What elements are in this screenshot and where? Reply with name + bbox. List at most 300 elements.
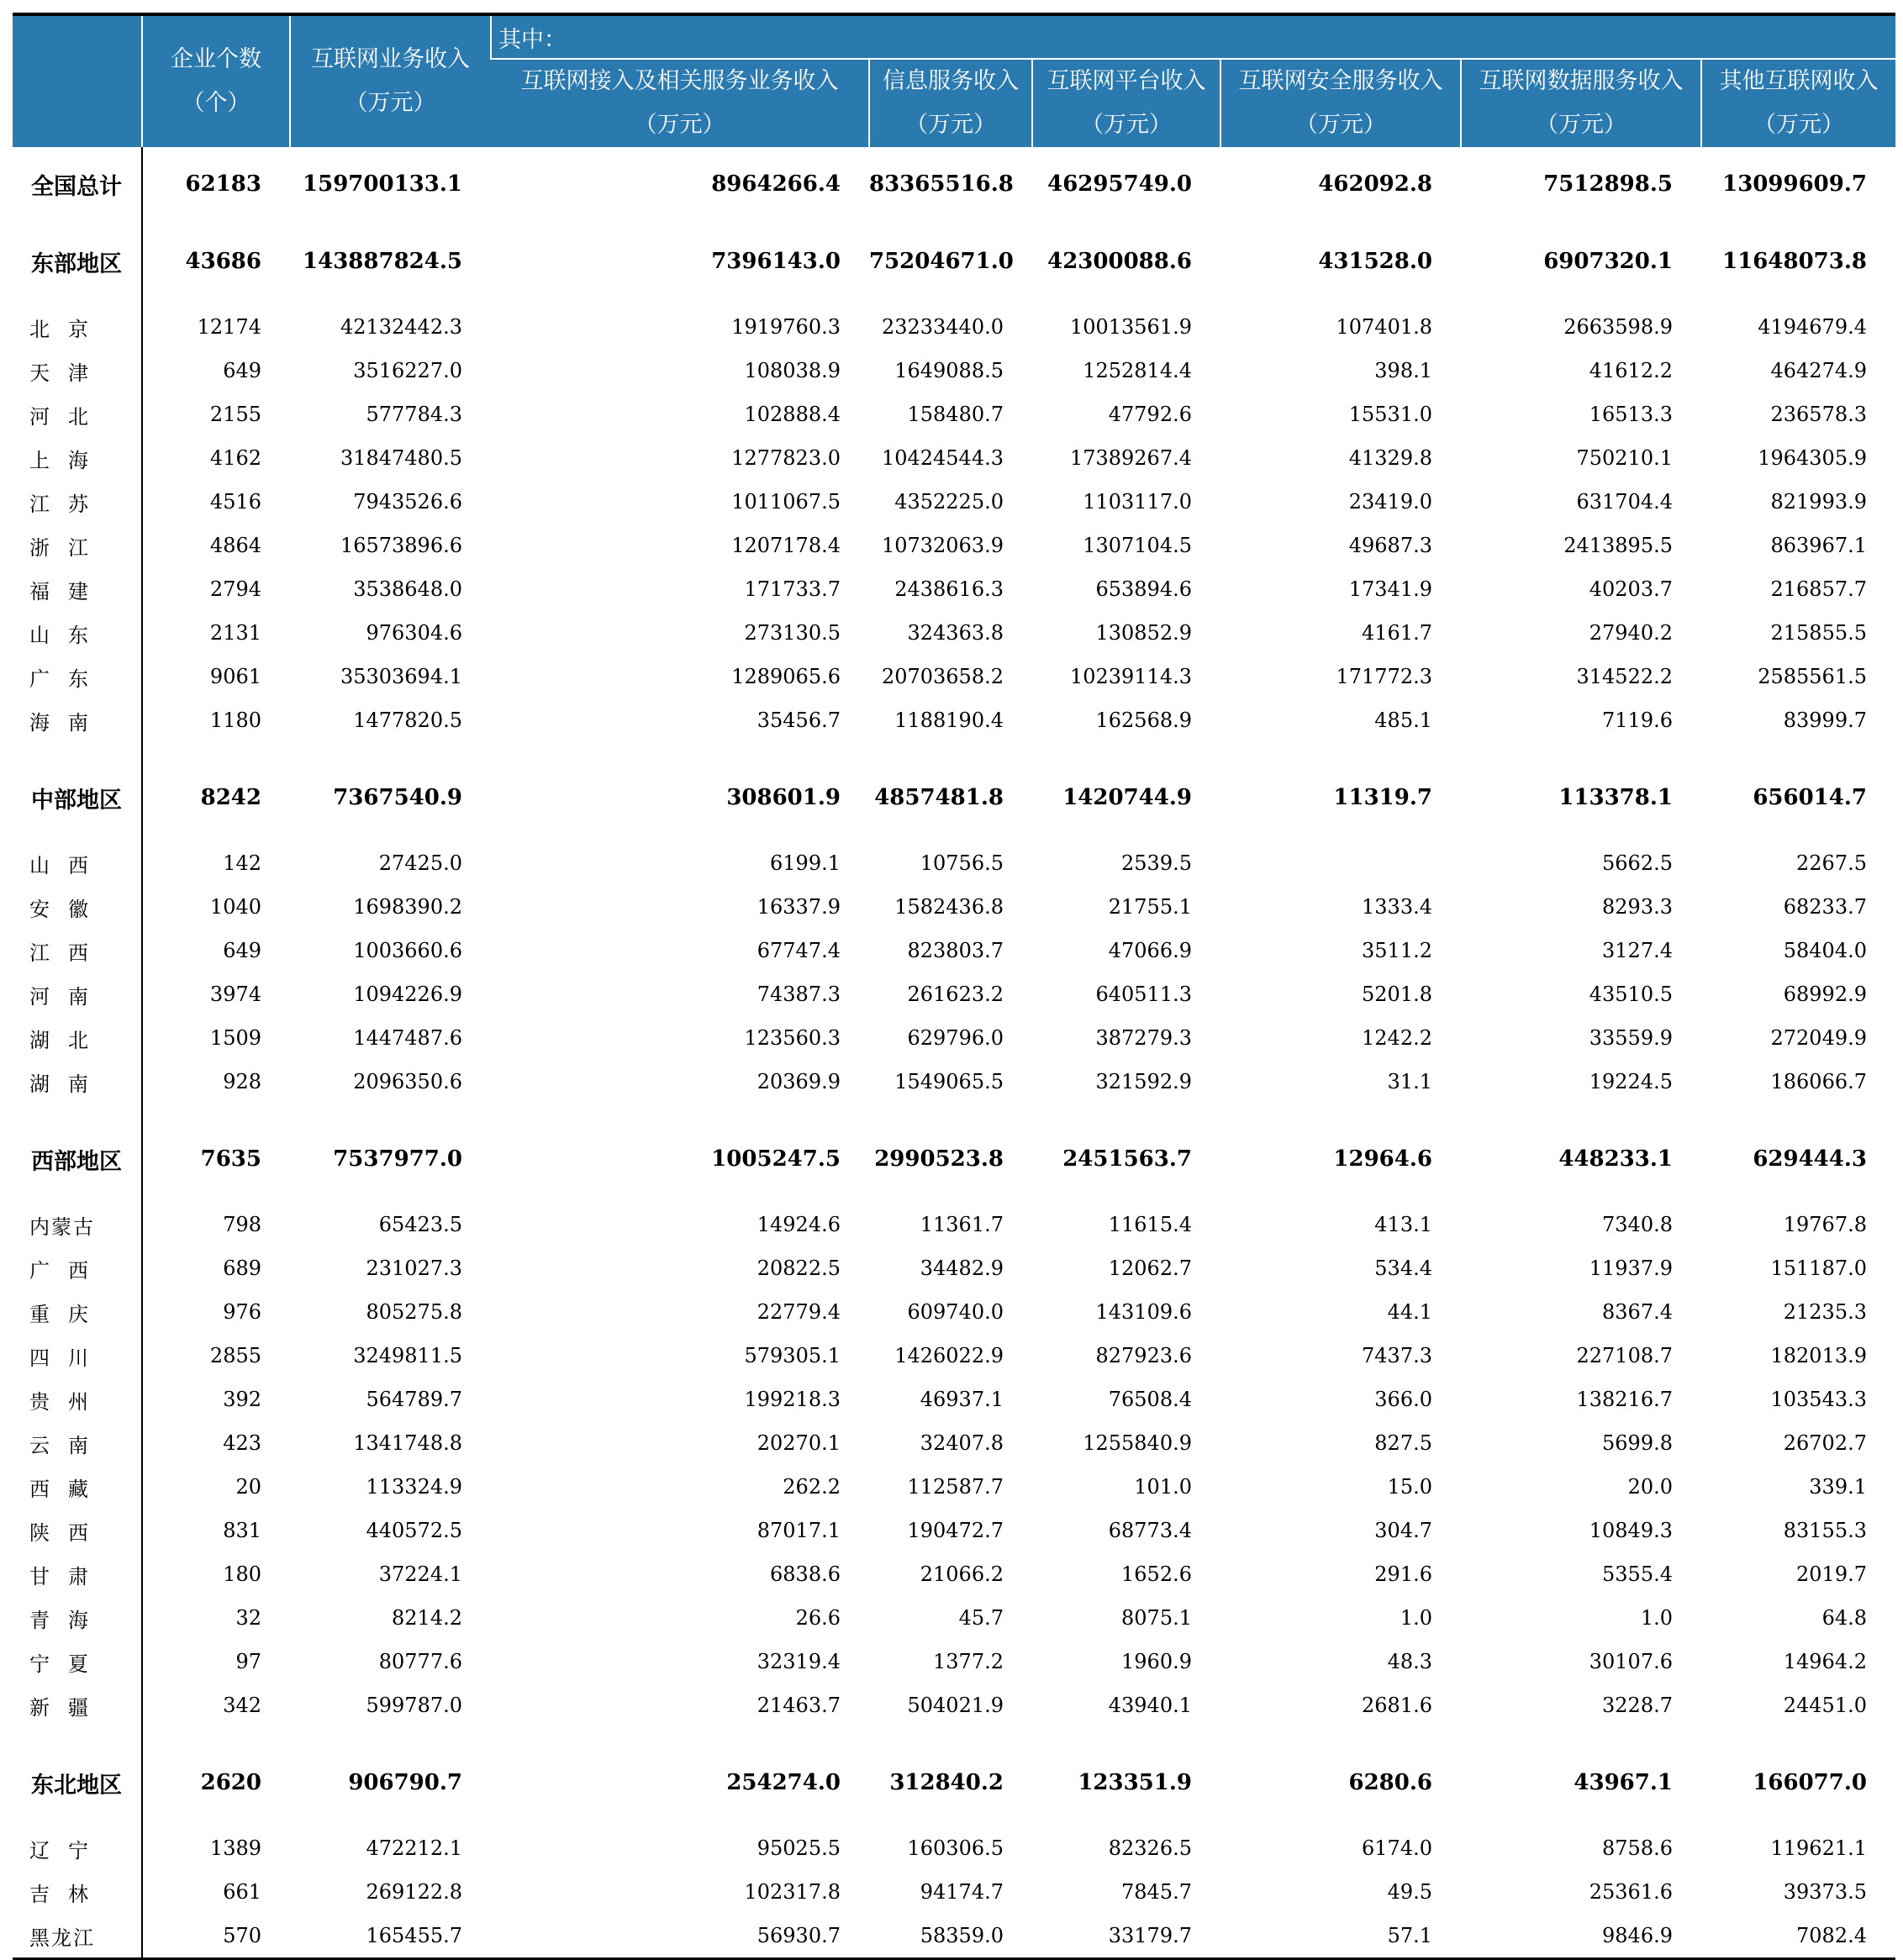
value-cell: 631704.4 — [1576, 490, 1673, 514]
row-label: 青海 — [29, 1608, 107, 1632]
value-cell: 431528.0 — [1318, 249, 1432, 274]
region-name — [13, 776, 142, 819]
value-cell: 1447487.6 — [353, 1026, 462, 1050]
value-cell: 43967.1 — [1574, 1770, 1673, 1795]
table-row — [13, 885, 1895, 929]
header-companies — [142, 14, 290, 147]
value-cell: 10424544.3 — [881, 446, 1004, 470]
value-cell: 827.5 — [1374, 1431, 1432, 1455]
value-cell: 863967.1 — [1770, 534, 1867, 557]
spacer-row — [13, 206, 1895, 240]
header-sub-unit: （万元） — [634, 112, 725, 138]
value-cell: 74387.3 — [756, 983, 841, 1006]
value-cell: 40203.7 — [1589, 577, 1673, 601]
value-cell: 8214.2 — [392, 1606, 462, 1630]
table-row — [13, 524, 1895, 567]
value-cell: 2096350.6 — [353, 1070, 462, 1093]
province-name — [13, 1203, 142, 1246]
row-label: 北京 — [29, 317, 107, 341]
value-cell: 472212.1 — [366, 1836, 462, 1860]
value-cell: 107401.8 — [1336, 315, 1432, 339]
value-cell: 5355.4 — [1602, 1562, 1673, 1586]
value-cell: 7396143.0 — [711, 249, 841, 274]
value-cell: 35456.7 — [756, 709, 841, 732]
province-name — [13, 1016, 142, 1060]
value-cell: 130852.9 — [1095, 621, 1192, 645]
value-cell: 68773.4 — [1108, 1519, 1192, 1542]
value-cell: 4857481.8 — [874, 785, 1004, 810]
value-cell: 3974 — [209, 983, 261, 1006]
value-cell: 31847480.5 — [340, 446, 462, 470]
value-cell: 7537977.0 — [333, 1146, 462, 1172]
value-cell: 10756.5 — [920, 851, 1004, 875]
value-cell: 26.6 — [795, 1606, 841, 1630]
table-row — [13, 1378, 1895, 1421]
value-cell: 1252814.4 — [1083, 359, 1192, 382]
row-label: 甘肃 — [29, 1564, 107, 1589]
spacer-row — [13, 1805, 1895, 1826]
value-cell: 8758.6 — [1602, 1836, 1673, 1860]
province-name — [13, 1246, 142, 1290]
value-cell: 1094226.9 — [353, 983, 462, 1006]
value-cell: 1426022.9 — [894, 1344, 1004, 1367]
value-cell: 35303694.1 — [340, 665, 462, 688]
table-row — [13, 1509, 1895, 1552]
value-cell: 1377.2 — [933, 1650, 1004, 1673]
value-cell: 17341.9 — [1348, 577, 1432, 601]
value-cell: 43940.1 — [1108, 1694, 1192, 1717]
value-cell: 10239114.3 — [1069, 665, 1192, 688]
value-cell: 47066.9 — [1108, 939, 1192, 962]
value-cell: 1255840.9 — [1083, 1431, 1192, 1455]
value-cell: 21066.2 — [920, 1562, 1004, 1586]
value-cell: 1207178.4 — [731, 534, 841, 557]
revenue-table — [13, 13, 1895, 1960]
value-cell: 16337.9 — [756, 895, 841, 919]
value-cell: 579305.1 — [744, 1344, 841, 1367]
value-cell: 2451563.7 — [1062, 1146, 1192, 1172]
header-sub-info — [869, 59, 1032, 147]
table-row — [13, 841, 1895, 885]
row-label: 重庆 — [29, 1302, 107, 1326]
table-row — [13, 1060, 1895, 1104]
value-cell: 20 — [235, 1475, 261, 1499]
row-label: 辽宁 — [29, 1838, 107, 1863]
table-row — [13, 1016, 1895, 1060]
province-name — [13, 1596, 142, 1640]
value-cell: 1.0 — [1400, 1606, 1432, 1630]
value-cell: 1960.9 — [1121, 1650, 1192, 1673]
value-cell: 112587.7 — [907, 1475, 1004, 1499]
table-row — [13, 1334, 1895, 1378]
value-cell: 656014.7 — [1753, 785, 1867, 810]
value-cell: 39373.5 — [1783, 1880, 1867, 1904]
header-sub-other — [1701, 59, 1895, 147]
province-name — [13, 349, 142, 393]
value-cell: 45.7 — [958, 1606, 1004, 1630]
value-cell: 151187.0 — [1770, 1257, 1867, 1280]
value-cell: 14964.2 — [1783, 1650, 1867, 1673]
header-sub-unit: （万元） — [1536, 112, 1626, 138]
value-cell: 3127.4 — [1602, 939, 1673, 962]
value-cell: 504021.9 — [907, 1694, 1004, 1717]
value-cell: 304.7 — [1374, 1519, 1432, 1542]
value-cell: 20703658.2 — [881, 665, 1004, 688]
value-cell: 5662.5 — [1602, 851, 1673, 875]
value-cell: 827923.6 — [1095, 1344, 1192, 1367]
row-label: 山西 — [29, 853, 107, 877]
value-cell: 113378.1 — [1558, 785, 1673, 810]
value-cell: 227108.7 — [1576, 1344, 1673, 1367]
table-row — [13, 698, 1895, 742]
province-name — [13, 1826, 142, 1870]
value-cell: 485.1 — [1374, 709, 1432, 732]
value-cell: 1420744.9 — [1062, 785, 1192, 810]
value-cell: 413.1 — [1374, 1213, 1432, 1236]
value-cell: 82326.5 — [1108, 1836, 1192, 1860]
value-cell: 41612.2 — [1589, 359, 1673, 382]
value-cell: 15531.0 — [1348, 403, 1432, 426]
table-row — [13, 611, 1895, 655]
value-cell: 976 — [223, 1300, 261, 1324]
value-cell: 11361.7 — [920, 1213, 1004, 1236]
province-name — [13, 1334, 142, 1378]
value-cell: 67747.4 — [756, 939, 841, 962]
value-cell: 609740.0 — [907, 1300, 1004, 1324]
province-name — [13, 841, 142, 885]
value-cell: 6199.1 — [770, 851, 841, 875]
row-label: 新疆 — [29, 1695, 107, 1720]
value-cell: 10732063.9 — [881, 534, 1004, 557]
row-label: 上海 — [29, 448, 107, 472]
header-companies-label: 企业个数 — [171, 46, 261, 72]
province-name — [13, 1870, 142, 1914]
row-label: 吉林 — [29, 1882, 107, 1906]
value-cell: 312840.2 — [889, 1770, 1004, 1795]
value-cell: 831 — [223, 1519, 261, 1542]
value-cell: 16513.3 — [1589, 403, 1673, 426]
province-name — [13, 1509, 142, 1552]
summary-row — [13, 1137, 1895, 1181]
value-cell: 4864 — [209, 534, 261, 557]
table-row — [13, 1640, 1895, 1683]
value-cell: 160306.5 — [907, 1836, 1004, 1860]
value-cell: 2438616.3 — [894, 577, 1004, 601]
value-cell: 629796.0 — [907, 1026, 1004, 1050]
value-cell: 2539.5 — [1121, 851, 1192, 875]
value-cell: 564789.7 — [366, 1388, 462, 1411]
value-cell: 2794 — [209, 577, 261, 601]
value-cell: 182013.9 — [1770, 1344, 1867, 1367]
value-cell: 68233.7 — [1783, 895, 1867, 919]
row-label: 西藏 — [29, 1477, 107, 1501]
value-cell: 6907320.1 — [1543, 249, 1673, 274]
value-cell: 3228.7 — [1602, 1694, 1673, 1717]
row-label: 宁夏 — [29, 1652, 107, 1676]
row-label: 陕西 — [29, 1520, 107, 1545]
value-cell: 4516 — [209, 490, 261, 514]
value-cell: 101.0 — [1134, 1475, 1192, 1499]
province-name — [13, 1060, 142, 1104]
header-sub-unit: （万元） — [1295, 112, 1386, 138]
value-cell: 2155 — [209, 403, 261, 426]
value-cell: 423 — [223, 1431, 261, 1455]
header-revenue-unit: （万元） — [345, 90, 436, 116]
value-cell: 13099609.7 — [1722, 171, 1867, 197]
value-cell: 823803.7 — [907, 939, 1004, 962]
value-cell: 48.3 — [1387, 1650, 1432, 1673]
value-cell: 1919760.3 — [731, 315, 841, 339]
value-cell: 2019.7 — [1796, 1562, 1867, 1586]
value-cell: 20369.9 — [756, 1070, 841, 1093]
row-label: 河北 — [29, 404, 107, 429]
value-cell: 180 — [223, 1562, 261, 1586]
value-cell: 398.1 — [1374, 359, 1432, 382]
value-cell: 58404.0 — [1783, 939, 1867, 962]
value-cell: 4194679.4 — [1758, 315, 1867, 339]
value-cell: 43510.5 — [1589, 983, 1673, 1006]
row-label: 云南 — [29, 1433, 107, 1457]
value-cell: 16573896.6 — [340, 534, 462, 557]
value-cell: 49.5 — [1387, 1880, 1432, 1904]
value-cell: 4162 — [209, 446, 261, 470]
value-cell: 2620 — [200, 1770, 261, 1795]
value-cell: 9846.9 — [1461, 1914, 1701, 1959]
row-label: 江西 — [29, 940, 107, 965]
value-cell: 190472.7 — [907, 1519, 1004, 1542]
value-cell: 12174 — [197, 315, 261, 339]
province-name — [13, 480, 142, 524]
value-cell: 2681.6 — [1362, 1694, 1432, 1717]
value-cell: 12964.6 — [1333, 1146, 1432, 1172]
value-cell: 17389267.4 — [1069, 446, 1192, 470]
value-cell: 321592.9 — [1095, 1070, 1192, 1093]
row-label: 四川 — [29, 1346, 107, 1370]
value-cell: 166077.0 — [1753, 1770, 1867, 1795]
header-revenue-label: 互联网业务收入 — [311, 46, 470, 72]
value-cell: 215855.5 — [1770, 621, 1867, 645]
value-cell: 2413895.5 — [1563, 534, 1673, 557]
value-cell: 32407.8 — [920, 1431, 1004, 1455]
value-cell: 254274.0 — [726, 1770, 841, 1795]
header-region — [13, 14, 142, 147]
header-of-which: 其中： — [491, 14, 1895, 59]
row-label: 内蒙古 — [29, 1214, 95, 1239]
value-cell: 20822.5 — [756, 1257, 841, 1280]
value-cell: 186066.7 — [1770, 1070, 1867, 1093]
value-cell: 366.0 — [1374, 1388, 1432, 1411]
value-cell: 2131 — [209, 621, 261, 645]
value-cell: 143887824.5 — [303, 249, 462, 274]
value-cell: 750210.1 — [1576, 446, 1673, 470]
spacer-row — [13, 1104, 1895, 1137]
province-name — [13, 524, 142, 567]
value-cell: 2585561.5 — [1758, 665, 1867, 688]
table-row — [13, 1914, 1895, 1959]
value-cell: 440572.5 — [366, 1519, 462, 1542]
row-label: 河南 — [29, 984, 107, 1009]
value-cell: 33559.9 — [1589, 1026, 1673, 1050]
value-cell: 1477820.5 — [353, 709, 462, 732]
value-cell: 68992.9 — [1783, 983, 1867, 1006]
value-cell: 3511.2 — [1362, 939, 1432, 962]
value-cell: 1582436.8 — [894, 895, 1004, 919]
header-sub-label: 互联网平台收入 — [1046, 68, 1206, 94]
value-cell: 102888.4 — [744, 403, 841, 426]
value-cell: 464274.9 — [1770, 359, 1867, 382]
value-cell: 308601.9 — [726, 785, 841, 810]
value-cell: 165455.7 — [290, 1914, 491, 1959]
value-cell: 8075.1 — [1121, 1606, 1192, 1630]
value-cell: 46295749.0 — [1047, 171, 1192, 197]
value-cell: 7367540.9 — [333, 785, 462, 810]
value-cell: 10013561.9 — [1069, 315, 1192, 339]
value-cell: 1003660.6 — [353, 939, 462, 962]
table-row — [13, 1421, 1895, 1465]
table-body — [13, 147, 1895, 1959]
value-cell: 21235.3 — [1783, 1300, 1867, 1324]
province-name — [13, 972, 142, 1016]
value-cell: 37224.1 — [378, 1562, 462, 1586]
value-cell: 314522.2 — [1576, 665, 1673, 688]
value-cell: 1509 — [209, 1026, 261, 1050]
row-label: 广西 — [29, 1258, 107, 1283]
province-name — [13, 885, 142, 929]
value-cell: 108038.9 — [744, 359, 841, 382]
province-name — [13, 1640, 142, 1683]
table-row — [13, 1683, 1895, 1727]
value-cell: 5699.8 — [1602, 1431, 1673, 1455]
value-cell: 1011067.5 — [731, 490, 841, 514]
value-cell: 94174.7 — [920, 1880, 1004, 1904]
value-cell: 1652.6 — [1121, 1562, 1192, 1586]
region-name — [13, 1761, 142, 1805]
value-cell: 216857.7 — [1770, 577, 1867, 601]
header-sub-label: 信息服务收入 — [883, 68, 1019, 94]
value-cell: 64.8 — [1821, 1606, 1867, 1630]
table-row — [13, 1552, 1895, 1596]
value-cell: 5201.8 — [1362, 983, 1432, 1006]
value-cell: 392 — [223, 1388, 261, 1411]
value-cell: 43686 — [185, 249, 261, 274]
row-label: 全国总计 — [31, 173, 122, 200]
value-cell: 1242.2 — [1362, 1026, 1432, 1050]
value-cell: 1188190.4 — [894, 709, 1004, 732]
header-sub-platform — [1032, 59, 1220, 147]
value-cell: 689 — [223, 1257, 261, 1280]
value-cell: 976304.6 — [366, 621, 462, 645]
value-cell: 2267.5 — [1796, 851, 1867, 875]
value-cell: 1549065.5 — [894, 1070, 1004, 1093]
row-label: 湖南 — [29, 1072, 107, 1096]
value-cell: 27425.0 — [378, 851, 462, 875]
row-label: 天津 — [29, 361, 107, 385]
value-cell: 171772.3 — [1336, 665, 1432, 688]
value-cell: 42132442.3 — [340, 315, 462, 339]
value-cell: 324363.8 — [907, 621, 1004, 645]
province-name — [13, 1552, 142, 1596]
value-cell: 342 — [223, 1694, 261, 1717]
row-label: 浙江 — [29, 535, 107, 560]
table-row — [13, 393, 1895, 436]
value-cell: 80777.6 — [378, 1650, 462, 1673]
value-cell: 1040 — [209, 895, 261, 919]
value-cell — [1220, 841, 1461, 885]
value-cell: 1289065.6 — [731, 665, 841, 688]
value-cell: 1389 — [209, 1836, 261, 1860]
header-sub-unit: （万元） — [905, 112, 996, 138]
value-cell: 113324.9 — [366, 1475, 462, 1499]
value-cell: 2855 — [209, 1344, 261, 1367]
value-cell: 19767.8 — [1783, 1213, 1867, 1236]
value-cell: 11648073.8 — [1722, 249, 1867, 274]
value-cell: 32319.4 — [756, 1650, 841, 1673]
row-label: 中部地区 — [31, 787, 122, 814]
value-cell: 7845.7 — [1121, 1880, 1192, 1904]
value-cell: 42300088.6 — [1047, 249, 1192, 274]
value-cell: 1180 — [209, 709, 261, 732]
province-name — [13, 929, 142, 972]
table-row — [13, 1246, 1895, 1290]
spacer-row — [13, 283, 1895, 305]
value-cell: 25361.6 — [1589, 1880, 1673, 1904]
value-cell: 1.0 — [1640, 1606, 1673, 1630]
header-sub-label: 互联网数据服务收入 — [1479, 68, 1684, 94]
value-cell: 95025.5 — [756, 1836, 841, 1860]
table-header — [13, 14, 1895, 147]
value-cell: 649 — [223, 939, 261, 962]
province-name — [13, 1914, 142, 1959]
row-label: 西部地区 — [31, 1148, 122, 1175]
value-cell: 906790.7 — [348, 1770, 462, 1795]
row-label: 江苏 — [29, 492, 107, 516]
province-name — [13, 1421, 142, 1465]
value-cell: 9061 — [209, 665, 261, 688]
province-name — [13, 393, 142, 436]
value-cell: 577784.3 — [366, 403, 462, 426]
value-cell: 798 — [223, 1213, 261, 1236]
value-cell: 24451.0 — [1783, 1694, 1867, 1717]
value-cell: 159700133.1 — [303, 171, 462, 197]
value-cell: 1333.4 — [1362, 895, 1432, 919]
value-cell: 46937.1 — [920, 1388, 1004, 1411]
row-label: 黑龙江 — [29, 1926, 95, 1950]
row-label: 东北地区 — [31, 1772, 122, 1799]
value-cell: 87017.1 — [756, 1519, 841, 1542]
value-cell: 640511.3 — [1095, 983, 1192, 1006]
value-cell: 928 — [223, 1070, 261, 1093]
value-cell: 1964305.9 — [1758, 446, 1867, 470]
value-cell: 19224.5 — [1589, 1070, 1673, 1093]
value-cell: 21463.7 — [756, 1694, 841, 1717]
value-cell: 102317.8 — [744, 1880, 841, 1904]
spacer-row — [13, 1727, 1895, 1761]
value-cell: 6280.6 — [1348, 1770, 1432, 1795]
table-row — [13, 1826, 1895, 1870]
summary-row — [13, 240, 1895, 283]
value-cell: 236578.3 — [1770, 403, 1867, 426]
value-cell: 12062.7 — [1108, 1257, 1192, 1280]
province-name — [13, 1465, 142, 1509]
value-cell: 10849.3 — [1589, 1519, 1673, 1542]
value-cell: 142 — [223, 851, 261, 875]
value-cell: 162568.9 — [1095, 709, 1192, 732]
value-cell: 7082.4 — [1701, 1914, 1895, 1959]
value-cell: 805275.8 — [366, 1300, 462, 1324]
value-cell: 661 — [223, 1880, 261, 1904]
value-cell: 3249811.5 — [353, 1344, 462, 1367]
table-row — [13, 929, 1895, 972]
